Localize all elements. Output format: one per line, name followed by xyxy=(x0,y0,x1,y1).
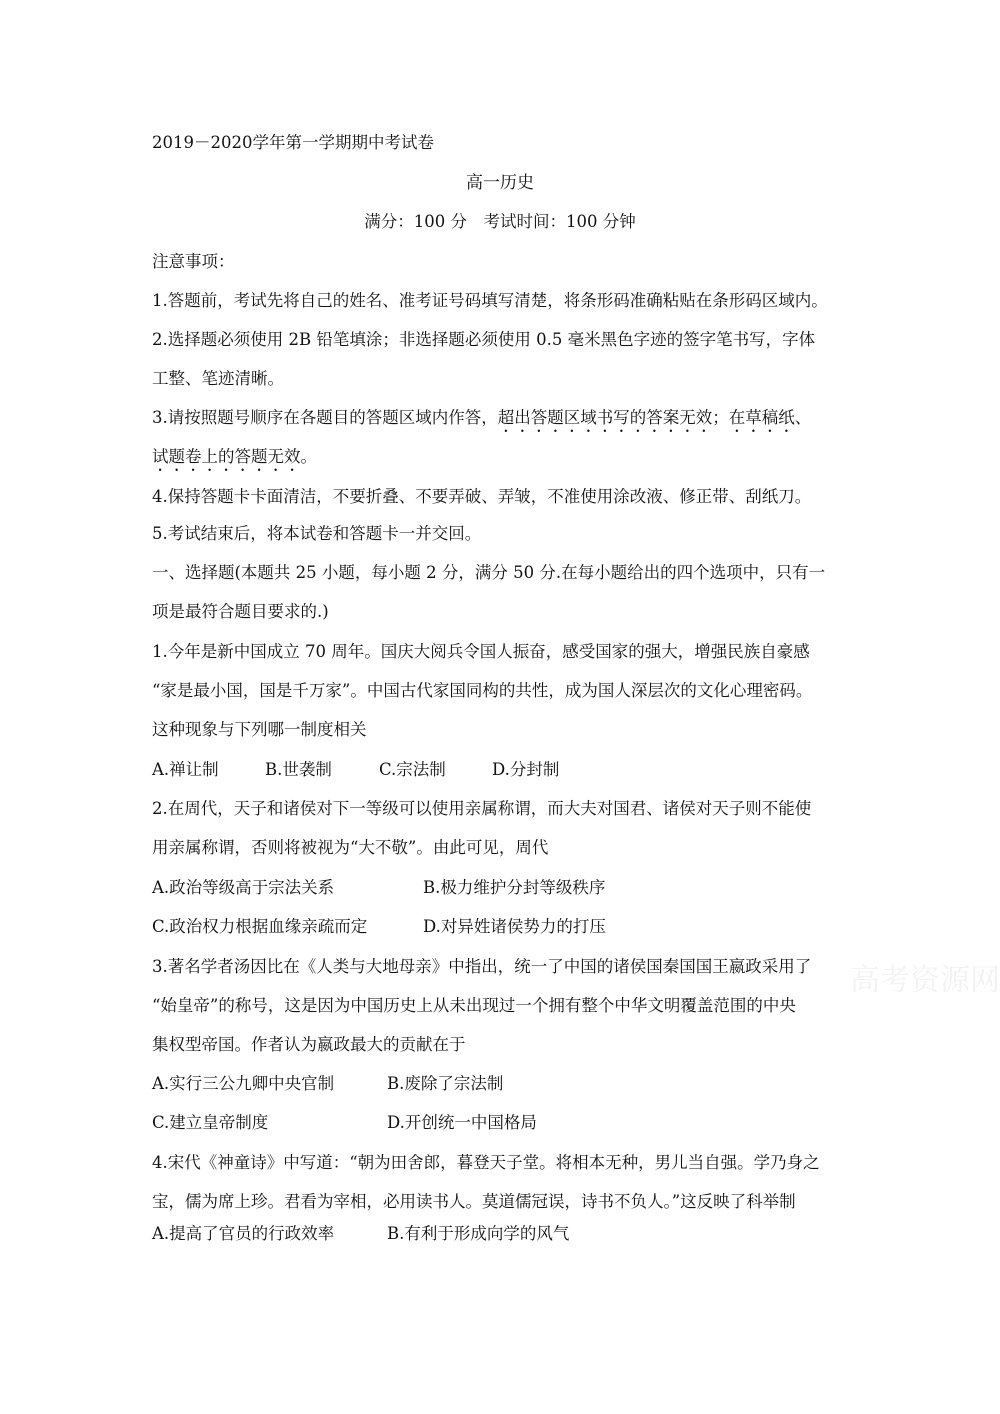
section-1-line1: 一、选择题(本题共 25 小题，每小题 2 分，满分 50 分.在每小题给出的四个选项中，只有一 xyxy=(152,563,826,582)
note-3-plain-text: 3.请按照题号顺序在各题目的答题区域内作答， xyxy=(152,408,498,427)
q3-line3: 集权型帝国。作者认为嬴政最大的贡献在于 xyxy=(152,1035,466,1054)
note-4: 4.保持答题卡卡面清洁，不要折叠、不要弄破、弄皱，不准使用涂改液、修正带、刮纸刀。 xyxy=(152,487,812,506)
section-1-line2: 项是最符合题目要求的.) xyxy=(152,602,329,621)
note-2-line2: 工整、笔迹清晰。 xyxy=(152,369,284,388)
q1-option-c: C.宗法制 xyxy=(379,760,446,779)
q4-line1: 4.宋代《神童诗》中写道：“朝为田舍郎，暮登天子堂。将相本无种，男儿当自强。学乃身之 xyxy=(152,1153,820,1172)
q2-option-d: D.对异姓诸侯势力的打压 xyxy=(423,917,606,936)
q3-option-a: A.实行三公九卿中央官制 xyxy=(152,1074,335,1093)
q3-line2: “始皇帝”的称号，这是因为中国历史上从未出现过一个拥有整个中华文明覆盖范围的中央 xyxy=(152,996,796,1015)
q2-line2: 用亲属称谓，否则将被视为“大不敬”。由此可见，周代 xyxy=(152,838,549,857)
note-3-emphasis-text-2: 试题卷上的答题无效 xyxy=(152,447,301,466)
q3-option-d: D.开创统一中国格局 xyxy=(387,1113,537,1132)
note-1: 1.答题前，考试先将自己的姓名、准考证号码填写清楚，将条形码准确粘贴在条形码区域内。 xyxy=(152,291,828,310)
note-3-emphasis-text: 超出答题区域书写的答案无效；在草稿纸、 xyxy=(497,408,812,427)
q3-line1: 3.著名学者汤因比在《人类与大地母亲》中指出，统一了中国的诸侯国秦国国王嬴政采用了 xyxy=(152,957,812,976)
notes-heading: 注意事项： xyxy=(152,252,235,271)
q2-option-a: A.政治等级高于宗法关系 xyxy=(152,878,335,897)
note-5: 5.考试结束后，将本试卷和答题卡一并交回。 xyxy=(152,524,482,543)
q1-option-d: D.分封制 xyxy=(492,760,560,779)
subject-title: 高一历史 xyxy=(466,173,534,193)
note-3-line1 xyxy=(152,406,852,436)
q1-option-a: A.禅让制 xyxy=(152,760,219,779)
note-3-line2 xyxy=(152,445,852,475)
q3-option-c: C.建立皇帝制度 xyxy=(152,1113,269,1132)
score-time-info: 满分：100 分 考试时间：100 分钟 xyxy=(364,212,636,231)
q1-line2: “家是最小国，国是千万家”。中国古代家国同构的共性，成为国人深层次的文化心理密码。 xyxy=(152,681,813,700)
q2-option-b: B.极力维护分封等级秩序 xyxy=(423,878,606,897)
note-3-end: 。 xyxy=(300,447,317,466)
q4-line2: 宝，儒为席上珍。君看为宰相，必用读书人。莫道儒冠误，诗书不负人。”这反映了科举制 xyxy=(152,1192,796,1211)
q2-option-c: C.政治权力根据血缘亲疏而定 xyxy=(152,917,368,936)
q1-line1: 1.今年是新中国成立 70 周年。国庆大阅兵令国人振奋，感受国家的强大，增强民族自豪感 xyxy=(152,642,810,661)
q1-option-b: B.世袭制 xyxy=(265,760,332,779)
q2-line1: 2.在周代，天子和诸侯对下一等级可以使用亲属称谓，而大夫对国君、诸侯对天子则不能使 xyxy=(152,799,812,818)
q4-option-b: B.有利于形成向学的风气 xyxy=(387,1224,570,1243)
q1-line3: 这种现象与下列哪一制度相关 xyxy=(152,720,367,739)
watermark-logo: 高考资源网 xyxy=(850,963,1000,998)
q3-option-b: B.废除了宗法制 xyxy=(387,1074,504,1093)
q4-option-a: A.提高了官员的行政效率 xyxy=(152,1224,335,1243)
note-2-line1: 2.选择题必须使用 2B 铅笔填涂；非选择题必须使用 0.5 毫米黑色字迹的签字笔书写，字体 xyxy=(152,330,816,349)
exam-title: 2019－2020学年第一学期期中考试卷 xyxy=(152,133,434,152)
